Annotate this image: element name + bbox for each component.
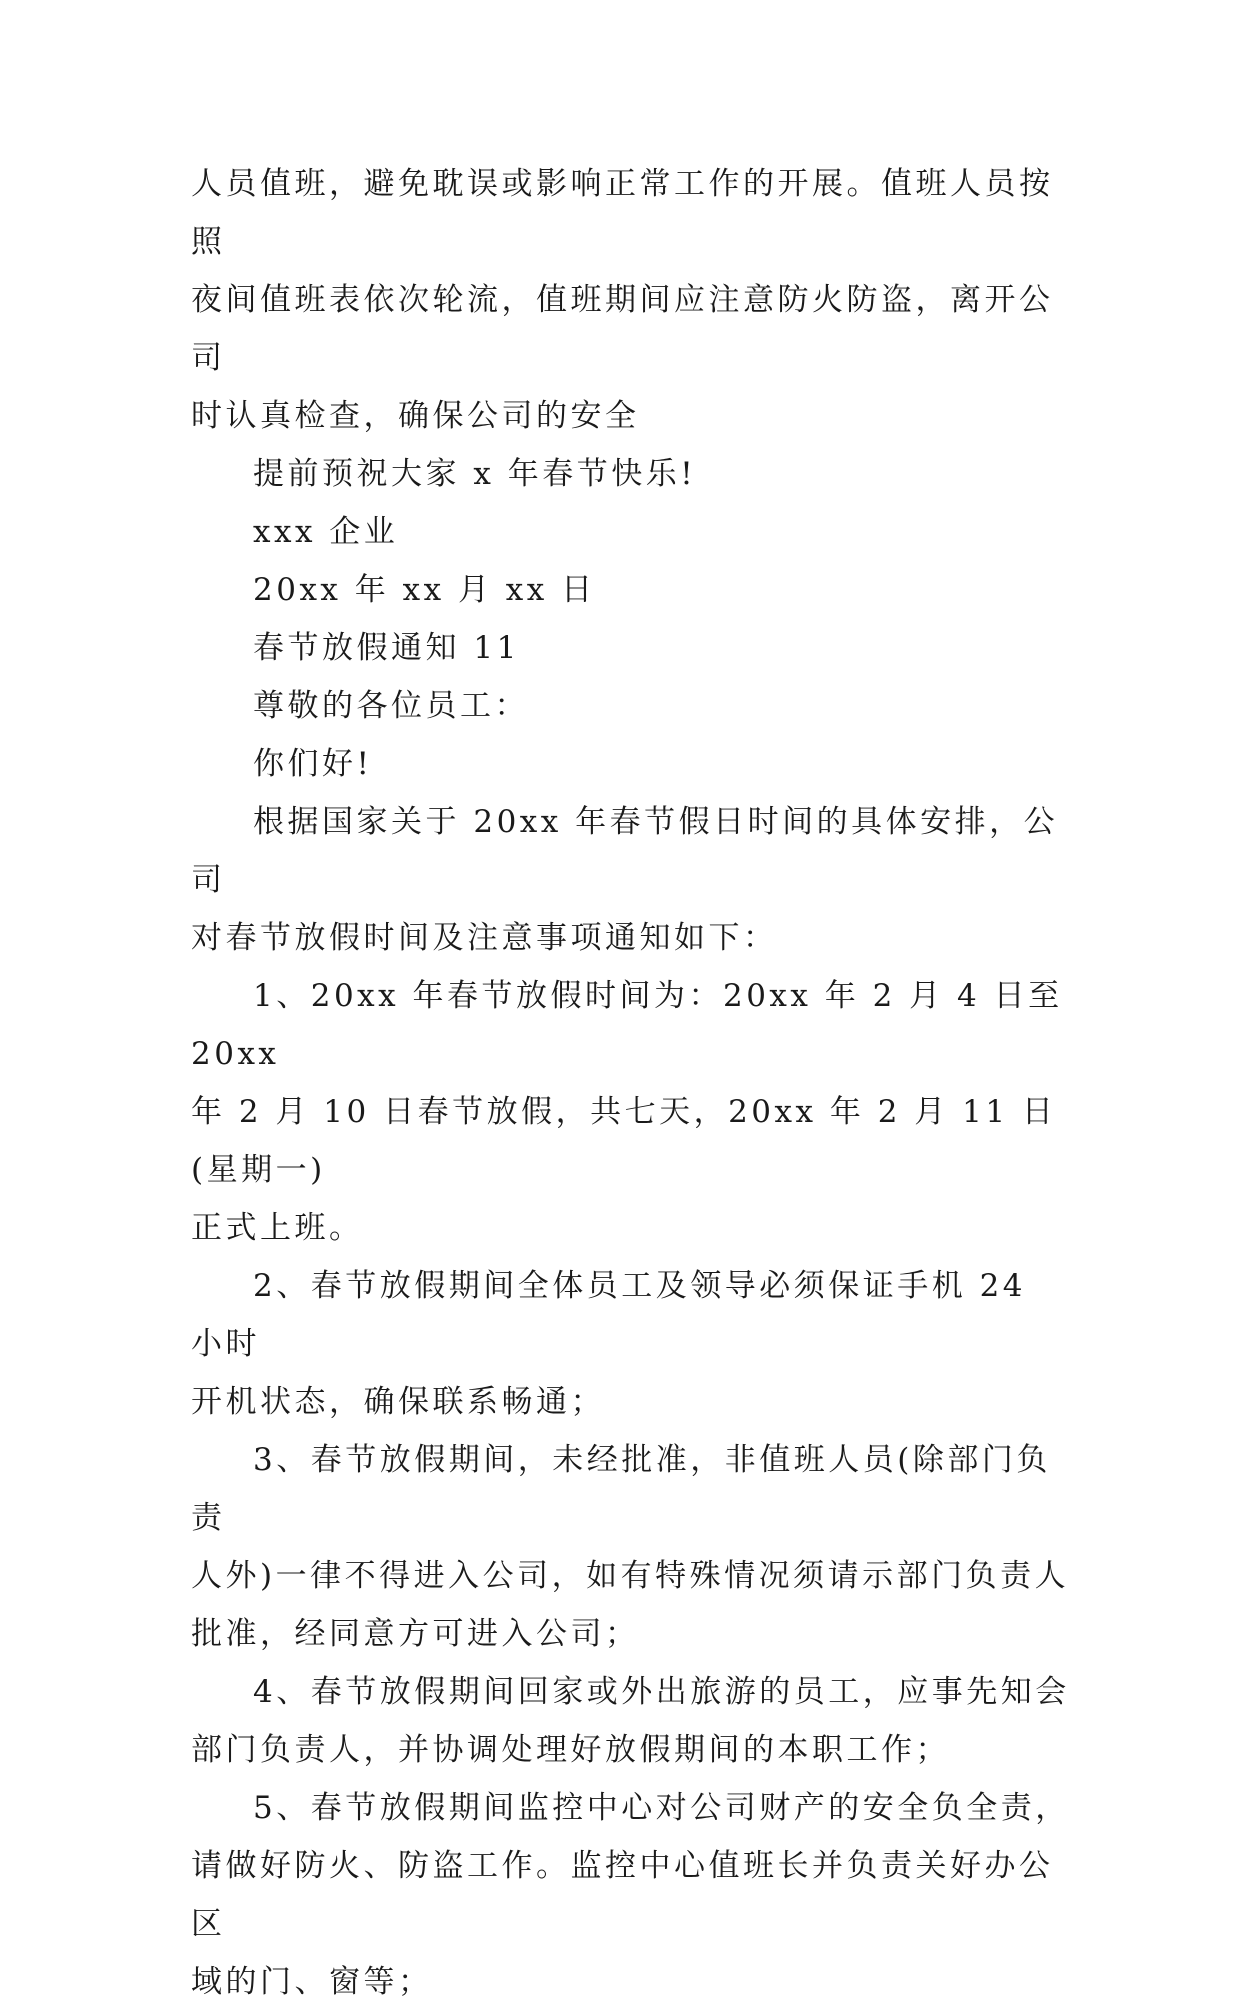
salutation — [191, 677, 1071, 735]
greeting — [191, 735, 1071, 793]
paragraph-item-4 — [191, 1663, 1071, 1779]
text-line: 你们好! — [253, 746, 373, 782]
text-line: 尊敬的各位员工： — [253, 688, 529, 724]
text-line: 提前预祝大家 x 年春节快乐! — [253, 456, 697, 492]
signature-date — [191, 561, 1071, 619]
text-line: 人外)一律不得进入公司，如有特殊情况须请示部门负责人 — [191, 1558, 1070, 1594]
text-line: 4、春节放假期间回家或外出旅游的员工，应事先知会 — [253, 1674, 1070, 1710]
paragraph-item-5 — [191, 1779, 1071, 2011]
text-line: 开机状态，确保联系畅通； — [191, 1384, 605, 1420]
document-page — [191, 155, 1076, 2011]
text-line: 部门负责人，并协调处理好放假期间的本职工作； — [191, 1732, 950, 1768]
paragraph-item-1 — [191, 967, 1076, 1257]
text-line: 2、春节放假期间全体员工及领导必须保证手机 24 小时 — [191, 1268, 1040, 1362]
text-line: 人员值班，避免耽误或影响正常工作的开展。值班人员按照 — [191, 166, 1054, 260]
paragraph-duty-continued — [191, 155, 1071, 445]
text-line: 5、春节放假期间监控中心对公司财产的安全负全责， — [253, 1790, 1070, 1826]
paragraph-greeting-wish — [191, 445, 1071, 503]
paragraph-item-3 — [191, 1431, 1071, 1663]
signature-company — [191, 503, 1071, 561]
notice-title — [191, 619, 1071, 677]
text-line: 时认真检查，确保公司的安全 — [191, 398, 640, 434]
text-line: 年 2 月 10 日春节放假，共七天，20xx 年 2 月 11 日(星期一) — [191, 1094, 1057, 1188]
text-line: 正式上班。 — [191, 1210, 364, 1246]
text-line: 夜间值班表依次轮流，值班期间应注意防火防盗，离开公司 — [191, 282, 1054, 376]
text-line: 对春节放假时间及注意事项通知如下： — [191, 920, 778, 956]
text-line: 批准，经同意方可进入公司； — [191, 1616, 640, 1652]
text-line: 1、20xx 年春节放假时间为：20xx 年 2 月 4 日至 20xx — [191, 978, 1076, 1072]
text-line: 请做好防火、防盗工作。监控中心值班长并负责关好办公区 — [191, 1848, 1054, 1942]
text-line: 3、春节放假期间，未经批准，非值班人员(除部门负责 — [191, 1442, 1051, 1536]
text-line: 20xx 年 xx 月 xx 日 — [253, 572, 596, 608]
text-line: xxx 企业 — [253, 514, 399, 550]
paragraph-intro — [191, 793, 1071, 967]
text-line: 根据国家关于 20xx 年春节假日时间的具体安排，公司 — [191, 804, 1059, 898]
paragraph-item-2 — [191, 1257, 1071, 1431]
text-line: 春节放假通知 11 — [253, 630, 520, 666]
text-line: 域的门、窗等； — [191, 1964, 433, 2000]
